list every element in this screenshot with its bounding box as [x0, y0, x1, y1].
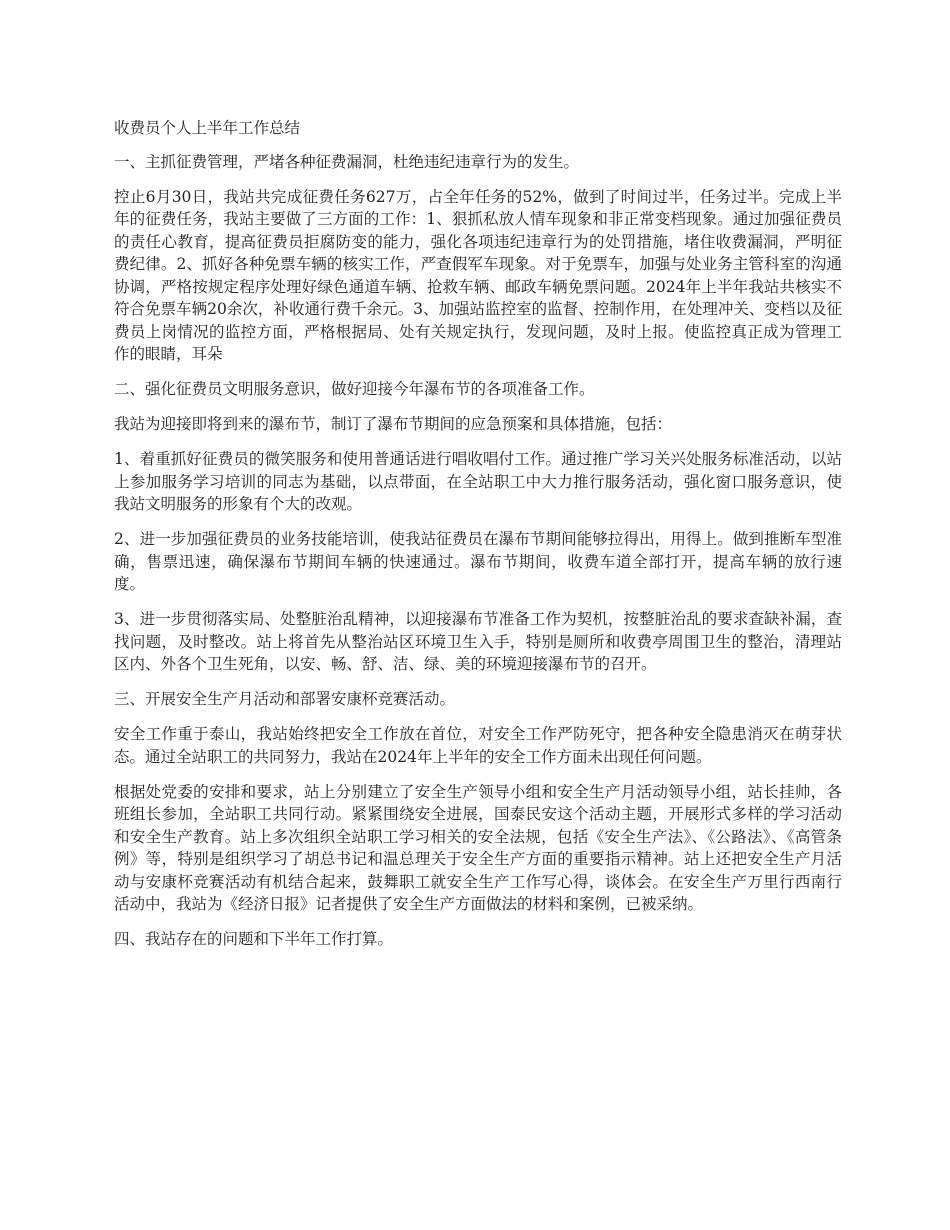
paragraph-fee-collection: 控止6月30日，我站共完成征费任务627万，占全年任务的52%，做到了时间过半，任务过半。完成上半年的征费任务，我站主要做了三方面的工作：1、狠抓私放人情车现象和非正常变档现象。通过加强征费员的责任心教育，提高征费员拒腐防变的能力，强化各项违纪违章行为的处罚措施，堵住收费漏洞，严明征费纪律。2、抓好各种免票车辆的核实工作，严查假军车现象。对于免票车，加强与处业务主管科室的沟通协调，严格按规定程序处理好绿色通道车辆、抢救车辆、邮政车辆免票问题。2024年上半年我站共核实不符合免票车辆20余次，补收通行费千余元。3、加强站监控室的监督、控制作用，在处理冲关、变档以及征费员上岗情况的监控方面，严格根据局、处有关规定执行，发现问题，及时上报。使监控真正成为管理工作的眼睛，耳朵 — [114, 187, 842, 363]
paragraph-safety-priority: 安全工作重于泰山，我站始终把安全工作放在首位，对安全工作严防死守，把各种安全隐患消灭在萌芽状态。通过全站职工的共同努力，我站在2024年上半年的安全工作方面未出现任何问题。 — [114, 725, 842, 766]
paragraph-measure-1: 1、着重抓好征费员的微笑服务和使用普通话进行唱收唱付工作。通过推广学习关兴处服务标准活动，以站上参加服务学习培训的同志为基础，以点带面，在全站职工中大力推行服务活动，强化窗口服务意识，使我站文明服务的形象有个大的改观。 — [114, 450, 842, 513]
section-heading-4: 四、我站存在的问题和下半年工作打算。 — [114, 930, 394, 948]
section-heading-1: 一、主抓征费管理，严堵各种征费漏洞，杜绝违纪违章行为的发生。 — [114, 152, 580, 171]
document-page — [114, 117, 842, 963]
paragraph-safety-activities: 根据处党委的安排和要求，站上分别建立了安全生产领导小组和安全生产月活动领导小组，站长挂帅，各班组长参加，全站职工共同行动。紧紧围绕安全进展，国泰民安这个活动主题，开展形式多样的学习活动和安全生产教育。站上多次组织全站职工学习相关的安全法规，包括《安全生产法》、《公路法》、《高管条例》等，特别是组织学习了胡总书记和温总理关于安全生产方面的重要指示精神。站上还把安全生产月活动与安康杯竞赛活动有机结合起来，鼓舞职工就安全生产工作写心得，谈体会。在安全生产万里行西南行活动中，我站为《经济日报》记者提供了安全生产方面做法的材料和案例，已被采纳。 — [114, 782, 842, 913]
paragraph-measure-3: 3、进一步贯彻落实局、处整脏治乱精神，以迎接瀑布节准备工作为契机，按整脏治乱的要求查缺补漏，查找问题，及时整改。站上将首先从整治站区环境卫生入手，特别是厕所和收费亭周围卫生的整治，清理站区内、外各个卫生死角，以安、畅、舒、洁、绿、美的环境迎接瀑布节的召开。 — [114, 610, 842, 673]
section-heading-3: 三、开展安全生产月活动和部署安康杯竞赛活动。 — [114, 690, 456, 708]
paragraph-measure-2: 2、进一步加强征费员的业务技能培训，使我站征费员在瀑布节期间能够拉得出，用得上。做到推断车型准确，售票迅速，确保瀑布节期间车辆的快速通过。瀑布节期间，收费车道全部打开，提高车辆的放行速度。 — [114, 530, 842, 593]
document-title: 收费员个人上半年工作总结 — [114, 119, 301, 137]
section-heading-2: 二、强化征费员文明服务意识，做好迎接今年瀑布节的各项准备工作。 — [114, 380, 595, 398]
paragraph-waterfall-intro: 我站为迎接即将到来的瀑布节，制订了瀑布节期间的应急预案和具体措施，包括： — [114, 415, 673, 433]
